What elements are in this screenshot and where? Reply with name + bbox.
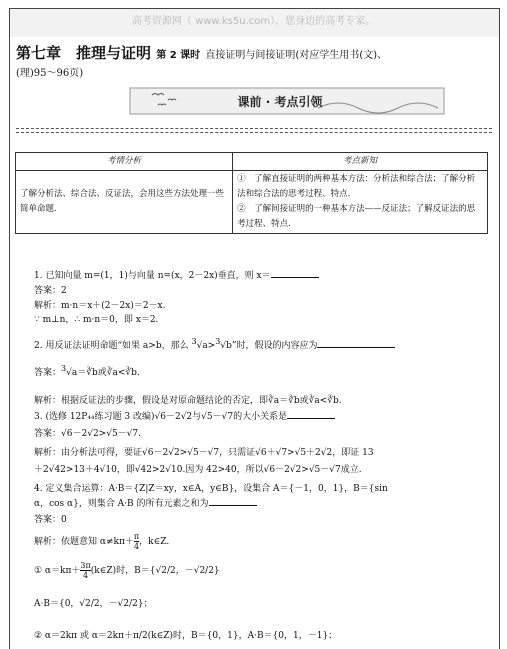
- question-4-line-2: α，cos α}，则集合 A·B 的所有元素之和为: [34, 496, 257, 509]
- solution-3-line-2: ＋2√42>13＋4√10，即√42>2√10.因为 42>40，所以√6－2√2>√5－√7成立.: [34, 465, 362, 475]
- watermark: 高考资源网（ www.ks5u.com），您身边的高考专家。: [131, 16, 376, 27]
- answer-blank-2: [317, 339, 395, 348]
- table-header-points: 考点新知: [233, 153, 488, 171]
- answer-blank-4: [209, 497, 257, 506]
- answer-4: 答案：0: [34, 515, 67, 525]
- case-1: ① α＝kπ＋ $\frac{3\pi}{4}$ (k∈Z)时，B＝{√2/2，－√2/2}: [34, 561, 220, 580]
- point-1: ① 了解直接证明的两种基本方法：分析法和综合法；了解分析法和综合法的思考过程、特点.: [237, 174, 476, 199]
- section-banner: [128, 86, 446, 116]
- table-header-analysis: 考情分析: [16, 153, 233, 171]
- question-4: 4. 定义集合运算：A·B＝{Z|Z＝xy，x∈A，y∈B}，设集合 A＝{－1，0，1}，B＝{sin: [34, 484, 388, 494]
- chapter-title: 第七章 推理与证明: [16, 44, 152, 62]
- banner-title: 课前 · 考点引领: [237, 95, 323, 109]
- question-1: 1. 已知向量 m=(1，1)与向量 n=(x，2－2x)垂直，则 x＝: [34, 268, 319, 281]
- case-2: ② α＝2kπ 或 α＝2kπ＋π/2(k∈Z)时，B＝{0，1}，A·B＝{0，1，－1}；: [34, 631, 338, 641]
- divider-top: [16, 128, 492, 129]
- solution-4: 解析：依题意知 α≠kπ＋ $\frac{\pi}{4}$ ，k∈Z.: [34, 532, 170, 551]
- page-reference: (理)95～96页): [16, 68, 84, 79]
- table-cell-analysis: 了解分析法、综合法、反证法，会用这些方法处理一些简单命题.: [16, 171, 233, 234]
- point-2: ② 了解间接证明的一种基本方法——反证法；了解反证法的思考过程、特点.: [237, 204, 476, 229]
- solution-2: 解析：根据反证法的步骤，假设是对原命题结论的否定，即∛a＝∛b或∛a<∛b.: [34, 396, 342, 406]
- objectives-table: [15, 152, 488, 234]
- divider-bottom: [16, 132, 492, 133]
- fraction: $\frac{3\pi}{4}$: [80, 561, 91, 580]
- table-cell-points: [233, 171, 488, 234]
- answer-blank-1: [271, 269, 319, 278]
- solution-3: 解析：由分析法可得，要证√6－2√2>√5－√7，只需证√6＋√7>√5＋2√2，即证 13: [34, 448, 374, 458]
- fraction: $\frac{\pi}{4}$: [133, 532, 140, 551]
- solution-1-line-2: ∵ m⊥n，∴ m·n＝0，即 x＝2.: [34, 315, 159, 325]
- answer-2: 答案：3√a＝∛b或∛a<∛b.: [34, 364, 140, 378]
- answer-blank-3: [287, 410, 335, 419]
- lesson-number: 第 2 课时: [156, 50, 201, 61]
- chapter-heading: [16, 42, 387, 63]
- case-1-product: A·B＝{0，√2/2，－√2/2}；: [34, 599, 153, 609]
- question-2: 2. 用反证法证明命题“如果 a>b，那么 3√a>3√b”时，假设的内容应为: [34, 337, 395, 351]
- answer-1: 答案：2: [34, 286, 67, 296]
- answer-3: 答案：√6－2√2>√5－√7.: [34, 429, 141, 439]
- lesson-subtitle: 直接证明与间接证明(对应学生用书(文)、: [205, 50, 388, 61]
- solution-1: 解析：m·n＝x＋(2－2x)＝2－x.: [34, 301, 166, 311]
- question-3: 3. (选修 12P₄₄练习题 3 改编)√6－2√2与√5－√7的大小关系是: [34, 409, 335, 422]
